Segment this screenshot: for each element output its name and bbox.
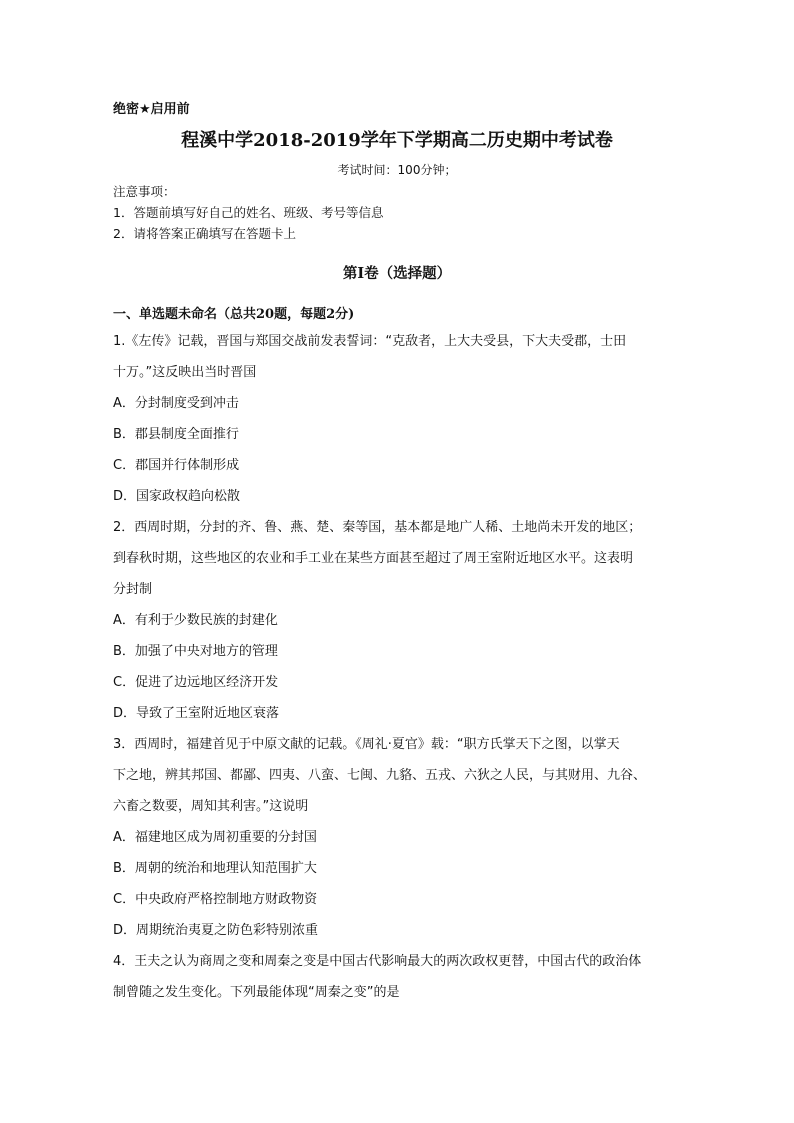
answer-option: B．加强了中央对地方的管理 (113, 644, 278, 659)
question-stem-line: 到春秋时期，这些地区的农业和手工业在某些方面甚至超过了周王室附近地区水平。这表明 (113, 551, 634, 566)
notes-heading: 注意事项： (113, 184, 176, 199)
answer-option: D．国家政权趋向松散 (113, 489, 241, 504)
question-stem-line: 2．西周时期，分封的齐、鲁、燕、楚、秦等国，基本都是地广人稀、土地尚未开发的地区； (113, 520, 642, 535)
question-stem-line: 3．西周时，福建首见于中原文献的记载。《周礼·夏官》载：“职方氏掌天下之图，以掌天 (113, 737, 620, 752)
question-stem-line: 4．王夫之认为商周之变和周秦之变是中国古代影响最大的两次政权更替，中国古代的政治体 (113, 954, 642, 969)
answer-option: C．促进了边远地区经济开发 (113, 675, 279, 690)
notes-item: 2．请将答案正确填写在答题卡上 (113, 226, 296, 241)
question-list (113, 329, 683, 1011)
secret-label: 绝密★启用前 (113, 102, 190, 117)
question-stem-line: 六畜之数要，周知其利害。”这说明 (113, 799, 309, 814)
question-stem-line: 制曾随之发生变化。下列最能体现“周秦之变”的是 (113, 985, 400, 1000)
exam-title: 程溪中学2018-2019学年下学期高二历史期中考试卷 (181, 130, 613, 151)
answer-option: C．郡国并行体制形成 (113, 458, 240, 473)
answer-option: B．周朝的统治和地理认知范围扩大 (113, 861, 317, 876)
question-stem-line: 十万。”这反映出当时晋国 (113, 365, 257, 380)
exam-time: 考试时间：100分钟； (337, 163, 457, 177)
answer-option: A．有利于少数民族的封建化 (113, 613, 278, 628)
question-stem-line: 下之地，辨其邦国、都鄙、四夷、八蛮、七闽、九貉、五戎、六狄之人民，与其财用、九谷、 (113, 768, 647, 783)
part-title: 一、单选题未命名（总共20题，每题2分) (113, 307, 355, 322)
notes-block (113, 181, 383, 244)
answer-option: D．导致了王室附近地区衰落 (113, 706, 280, 721)
answer-option: B．郡县制度全面推行 (113, 427, 239, 442)
answer-option: C．中央政府严格控制地方财政物资 (113, 892, 318, 907)
question-stem-line: 1.《左传》记载，晋国与郑国交战前发表誓词：“克敌者，上大夫受县，下大夫受郡，士田 (113, 334, 627, 349)
question-stem-line: 分封制 (113, 582, 153, 597)
answer-option: D．周期统治夷夏之防色彩特别浓重 (113, 923, 319, 938)
section-title: 第I卷（选择题） (342, 265, 452, 282)
answer-option: A．分封制度受到冲击 (113, 396, 239, 411)
notes-item: 1．答题前填写好自己的姓名、班级、考号等信息 (113, 205, 384, 220)
answer-option: A．福建地区成为周初重要的分封国 (113, 830, 317, 845)
